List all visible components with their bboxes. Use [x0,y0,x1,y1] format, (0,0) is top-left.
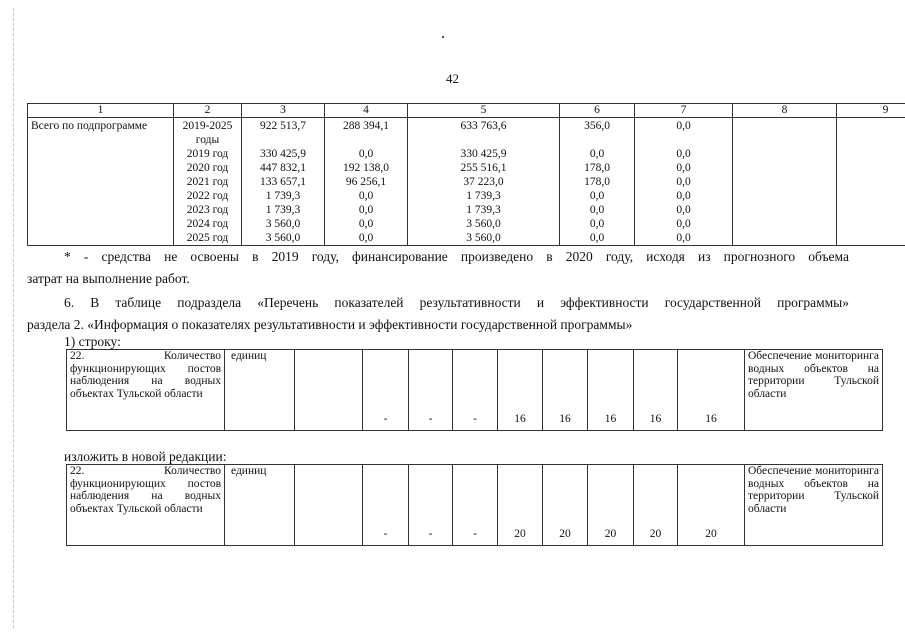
page-number: 42 [446,71,459,86]
value: 0,0 [676,190,691,202]
value: 922 513,7 [260,120,306,132]
indicator-value: 16 [678,350,745,431]
value: 0,0 [589,232,605,244]
value: 3 560,0 [466,218,501,230]
value: 0,0 [589,190,605,202]
value: 1 739,3 [466,204,501,216]
header-cell: 1 [28,104,174,118]
value: 96 256,1 [345,176,387,188]
indicator-unit: единиц [225,465,295,546]
header-cell: 8 [733,104,837,118]
footnote-line-1: * - средства не освоены в 2019 году, финансирование произведено в 2020 году, исходя из прогнозного объема [64,249,849,264]
value: 0,0 [358,148,374,160]
header-cell: 3 [242,104,325,118]
period: 2021 год [186,176,229,188]
indicator-value: - [453,350,498,431]
value: 3 560,0 [265,232,301,244]
value: 0,0 [589,218,605,230]
indicator-value: - [453,465,498,546]
indicator-label: 22. Количество функционирующих постов наблюдения на водных объектах Тульской области [67,465,225,546]
value: 633 763,6 [460,120,507,132]
value: 0,0 [358,190,374,202]
indicator-table-old [66,349,883,431]
indicator-value: - [363,465,409,546]
indicator-value: - [409,465,453,546]
indicator-value: 20 [543,465,588,546]
header-cell: 7 [635,104,733,118]
col7-cell [635,118,733,246]
value: 37 223,0 [463,176,504,188]
scan-edge-marks [13,8,14,628]
value: 1 739,3 [265,190,301,202]
value: 0,0 [589,148,605,160]
table-header-row [28,104,905,118]
header-cell: 9 [837,104,905,118]
indicator-unit: единиц [225,350,295,431]
indicator-value: 16 [588,350,634,431]
col4-cell [325,118,408,246]
indicator-value: - [409,350,453,431]
value: 178,0 [584,176,610,188]
indicator-value: 16 [543,350,588,431]
value: 0,0 [676,204,691,216]
header-cell: 6 [560,104,635,118]
value: 330 425,9 [460,148,507,160]
period: 2023 год [186,204,229,216]
value: 1 739,3 [466,190,501,202]
value: 0,0 [358,204,374,216]
value: 3 560,0 [466,232,501,244]
value: 447 832,1 [260,162,306,174]
subprogram-total-label: Всего по подпрограмме [28,118,174,246]
financing-table [27,103,905,246]
value: 0,0 [676,120,691,132]
value: 133 657,1 [260,176,306,188]
periods-cell [174,118,242,246]
value: 0,0 [358,218,374,230]
item6-line-1: 6. В таблице подраздела «Перечень показателей результативности и эффективности государственной программы» [64,295,849,310]
header-cell: 4 [325,104,408,118]
period: 2025 год [186,232,229,244]
value: 0,0 [676,218,691,230]
period: 2019-2025 годы [182,120,233,146]
value: 330 425,9 [260,148,306,160]
indicator-table-new [66,464,883,546]
indicator-value [295,350,363,431]
value: 0,0 [676,162,691,174]
table-row [67,350,883,431]
period: 2020 год [186,162,229,174]
header-cell: 5 [408,104,560,118]
value: 1 739,3 [265,204,301,216]
footnote-line-2: затрат на выполнение работ. [27,271,190,286]
subitem-1: 1) строку: [64,334,121,349]
period: 2024 год [186,218,229,230]
value: 0,0 [676,176,691,188]
indicator-value: 20 [678,465,745,546]
indicator-value: 16 [634,350,678,431]
period: 2019 год [186,148,229,160]
value: 0,0 [676,232,691,244]
indicator-value: 16 [498,350,543,431]
table-row [28,118,905,246]
header-cell: 2 [174,104,242,118]
indicator-description: Обеспечение мониторинга водных объектов на территории Тульской области [745,465,883,546]
indicator-value: - [363,350,409,431]
value: 0,0 [589,204,605,216]
table-row [67,465,883,546]
value: 255 516,1 [460,162,507,174]
col6-cell [560,118,635,246]
scan-dot [442,36,444,38]
col3-cell [242,118,325,246]
value: 192 138,0 [343,162,389,174]
value: 288 394,1 [343,120,389,132]
col5-cell [408,118,560,246]
replace-instruction: изложить в новой редакции: [64,449,227,464]
indicator-value: 20 [498,465,543,546]
item6-line-2: раздела 2. «Информация о показателях результативности и эффективности государственной программы» [27,317,633,332]
period: 2022 год [186,190,229,202]
indicator-value: 20 [634,465,678,546]
col9-cell [837,118,905,246]
value: 356,0 [584,120,610,132]
indicator-description: Обеспечение мониторинга водных объектов на территории Тульской области [745,350,883,431]
value: 0,0 [358,232,374,244]
col8-cell [733,118,837,246]
value: 0,0 [676,148,691,160]
indicator-value: 20 [588,465,634,546]
value: 178,0 [584,162,610,174]
indicator-value [295,465,363,546]
value: 3 560,0 [265,218,301,230]
indicator-label: 22. Количество функционирующих постов наблюдения на водных объектах Тульской области [67,350,225,431]
